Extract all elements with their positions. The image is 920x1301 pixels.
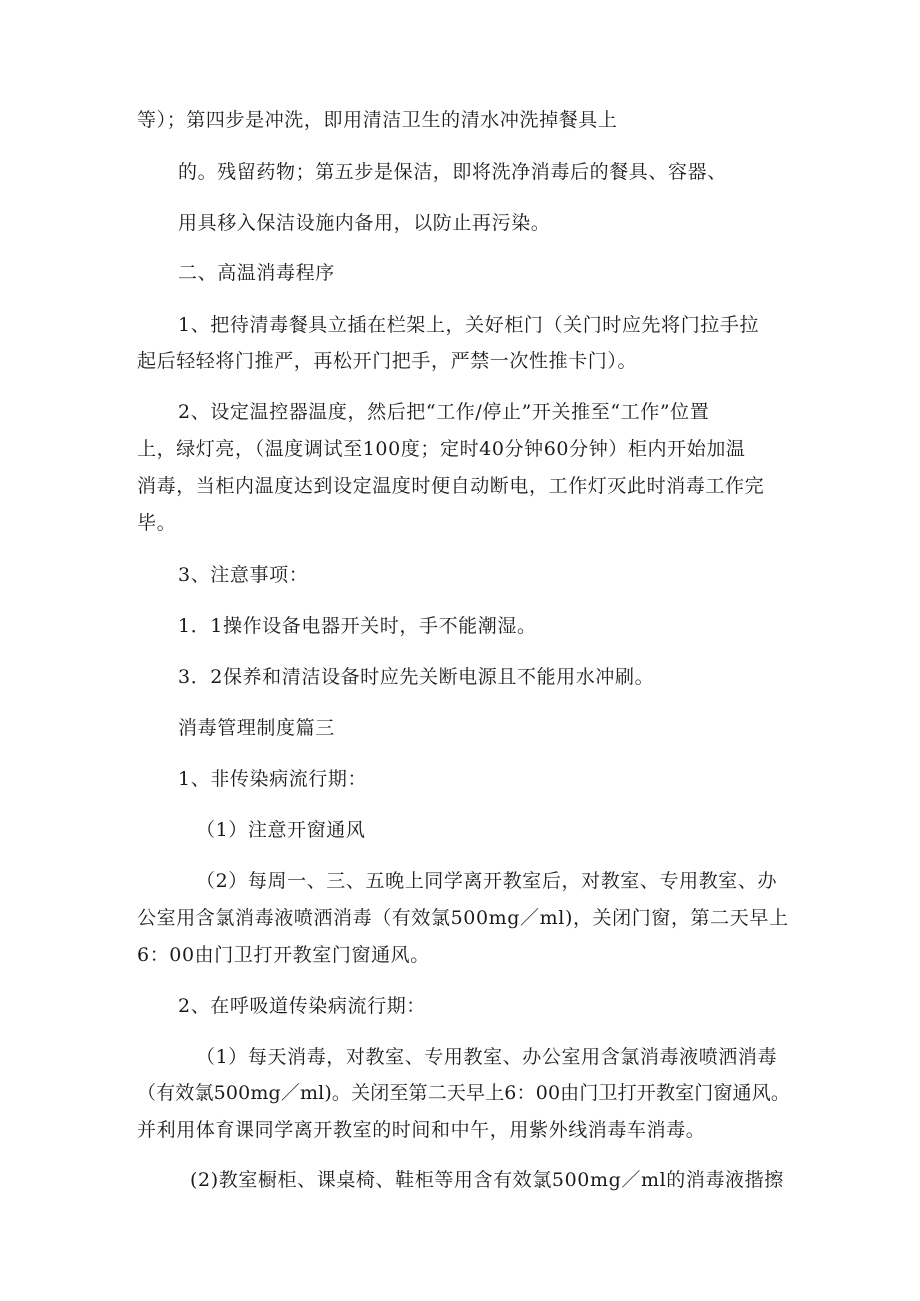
paragraph-line: (2)教室橱柜、课桌椅、鞋柜等用含有效氯500mg／ml的消毒液揩擦	[190, 1169, 784, 1191]
paragraph-line: 上，绿灯亮，（温度调试至100度；定时40分钟60分钟）柜内开始加温	[137, 438, 746, 460]
paragraph-line: 用具移入保洁设施内备用，以防止再污染。	[178, 212, 551, 234]
paragraph-line: 1、非传染病流行期：	[178, 768, 368, 790]
paragraph-line: 并利用体育课同学离开教室的时间和中午，用紫外线消毒车消毒。	[137, 1119, 706, 1141]
section-heading: 二、高温消毒程序	[178, 262, 335, 284]
paragraph-line: 3、注意事项：	[178, 564, 309, 586]
paragraph-line: （2）每周一、三、五晚上同学离开教室后，对教室、专用教室、办	[196, 870, 778, 892]
paragraph-line: 起后轻轻将门推严，再松开门把手，严禁一次性推卡门）。	[137, 350, 638, 372]
paragraph-line: （1）每天消毒，对教室、专用教室、办公室用含氯消毒液喷洒消毒	[196, 1046, 778, 1068]
paragraph-line: 1．1操作设备电器开关时，手不能潮湿。	[178, 615, 537, 637]
paragraph-line: 6：00由门卫打开教室门窗通风。	[137, 944, 430, 966]
paragraph-line: 1、把待清毒餐具立插在栏架上，关好柜门（关门时应先将门拉手拉	[178, 314, 760, 336]
paragraph-line: （1）注意开窗通风	[196, 819, 366, 841]
paragraph-line: 3．2保养和清洁设备时应先关断电源且不能用水冲刷。	[178, 666, 655, 688]
paragraph-line: 公室用含氯消毒液喷洒消毒（有效氯500mg／ml)，关闭门窗，第二天早上	[137, 907, 789, 929]
paragraph-line: 的。残留药物；第五步是保洁，即将洗净消毒后的餐具、容器、	[178, 161, 727, 183]
paragraph-line: 等）；第四步是冲洗，即用清洁卫生的清水冲洗掉餐具上	[137, 109, 618, 131]
section-heading: 消毒管理制度篇三	[178, 717, 335, 739]
paragraph-line: 2、在呼吸道传染病流行期：	[178, 995, 426, 1017]
paragraph-line: （有效氯500mg／ml)。关闭至第二天早上6：00由门卫打开教室门窗通风。	[137, 1082, 791, 1104]
paragraph-line: 2、设定温控器温度，然后把“工作/停止”开关推至“工作”位置	[178, 401, 710, 423]
paragraph-line: 消毒，当柜内温度达到设定温度时便自动断电，工作灯灭此时消毒工作完	[137, 475, 765, 497]
paragraph-line: 毕。	[137, 512, 177, 534]
